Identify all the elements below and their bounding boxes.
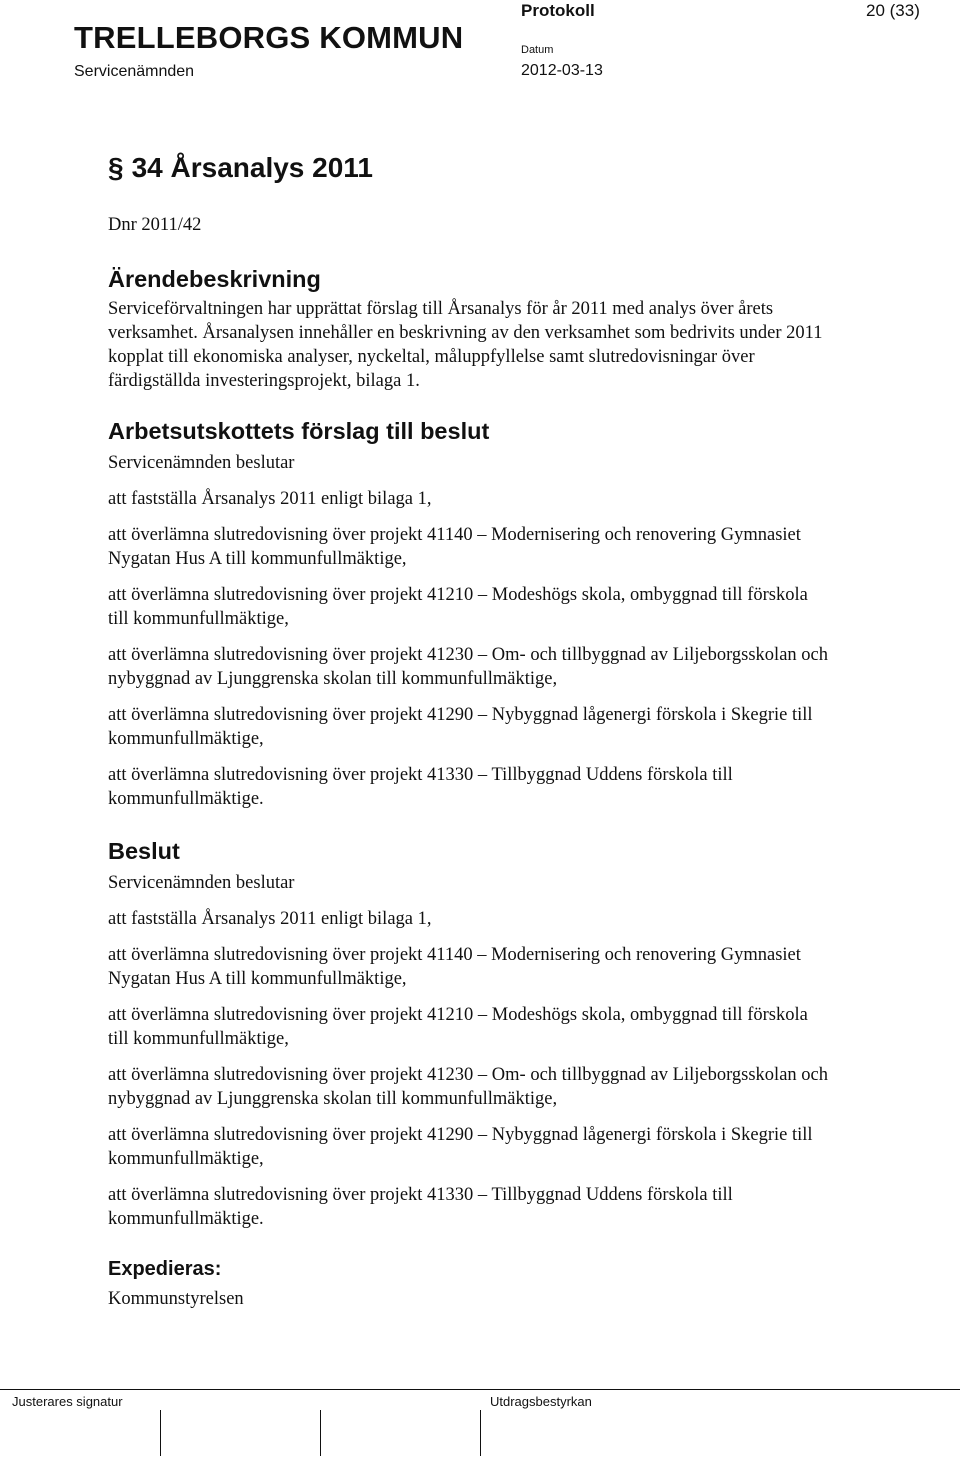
heading-arendebeskrivning: Ärendebeskrivning <box>108 266 321 292</box>
date-value: 2012-03-13 <box>521 62 603 79</box>
footer-divider <box>0 1389 960 1390</box>
signature-box-divider <box>480 1410 481 1456</box>
organization-name: TRELLEBORGS KOMMUN <box>74 20 464 55</box>
beslut-item: att överlämna slutredovisning över projekt 41140 – Modernisering och renovering Gymnasiet Nygatan Hus A till kommunfullmäktige, <box>108 945 801 989</box>
recipient: Kommunstyrelsen <box>108 1289 244 1309</box>
au-item: att överlämna slutredovisning över projekt 41230 – Om- och tillbyggnad av Liljeborgsskolan och nybyggnad av Ljunggrenska skolan till kommunfullmäktige, <box>108 645 828 689</box>
paragraph-title-text: 34 Årsanalys 2011 <box>131 152 373 183</box>
department-name: Servicenämnden <box>74 63 195 80</box>
au-item: att överlämna slutredovisning över projekt 41140 – Modernisering och renovering Gymnasiet Nygatan Hus A till kommunfullmäktige, <box>108 525 801 569</box>
au-decider: Servicenämnden beslutar <box>108 453 295 473</box>
protocol-content <box>108 148 828 1311</box>
signature-box-divider <box>160 1410 161 1456</box>
heading-expedieras: Expedieras: <box>108 1258 222 1280</box>
au-item: att överlämna slutredovisning över projekt 41330 – Tillbyggnad Uddens förskola till kommunfullmäktige. <box>108 765 733 809</box>
au-item: att överlämna slutredovisning över projekt 41290 – Nybyggnad lågenergi förskola i Skegrie till kommunfullmäktige, <box>108 705 813 749</box>
au-item: att överlämna slutredovisning över projekt 41210 – Modeshögs skola, ombyggnad till förskola till kommunfullmäktige, <box>108 585 808 629</box>
au-proposal-list <box>108 487 828 811</box>
section-symbol: § <box>108 152 124 183</box>
page-number: 20 (33) <box>866 1 920 20</box>
date-label: Datum <box>521 44 554 56</box>
heading-beslut: Beslut <box>108 838 180 864</box>
heading-au-forslag: Arbetsutskottets förslag till beslut <box>108 418 490 444</box>
beslut-item: att fastställa Årsanalys 2011 enligt bilaga 1, <box>108 909 432 929</box>
signature-box-divider <box>320 1410 321 1456</box>
beslut-item: att överlämna slutredovisning över projekt 41230 – Om- och tillbyggnad av Liljeborgsskolan och nybyggnad av Ljunggrenska skolan till kommunfullmäktige, <box>108 1065 828 1109</box>
signature-label: Justerares signatur <box>12 1394 123 1409</box>
beslut-item: att överlämna slutredovisning över projekt 41330 – Tillbyggnad Uddens förskola till kommunfullmäktige. <box>108 1185 733 1229</box>
beslut-list <box>108 907 828 1231</box>
paragraph-title <box>108 148 828 188</box>
extract-label: Utdragsbestyrkan <box>490 1394 592 1409</box>
document-type: Protokoll <box>521 1 595 20</box>
arendebeskrivning-text: Serviceförvaltningen har upprättat förslag till Årsanalys för år 2011 med analys över årets verksamhet. Årsanalysen innehåller en beskrivning av den verksamhet som bedrivits under 2011 kopplat till ekonomiska analyser, nyckeltal, måluppfyllelse samt slutredovisningar över färdigställda investeringsprojekt, bilaga 1. <box>108 299 823 391</box>
beslut-item: att överlämna slutredovisning över projekt 41290 – Nybyggnad lågenergi förskola i Skegrie till kommunfullmäktige, <box>108 1125 813 1169</box>
au-item: att fastställa Årsanalys 2011 enligt bilaga 1, <box>108 489 432 509</box>
diary-number: Dnr 2011/42 <box>108 215 202 235</box>
beslut-decider: Servicenämnden beslutar <box>108 873 295 893</box>
beslut-item: att överlämna slutredovisning över projekt 41210 – Modeshögs skola, ombyggnad till förskola till kommunfullmäktige, <box>108 1005 808 1049</box>
